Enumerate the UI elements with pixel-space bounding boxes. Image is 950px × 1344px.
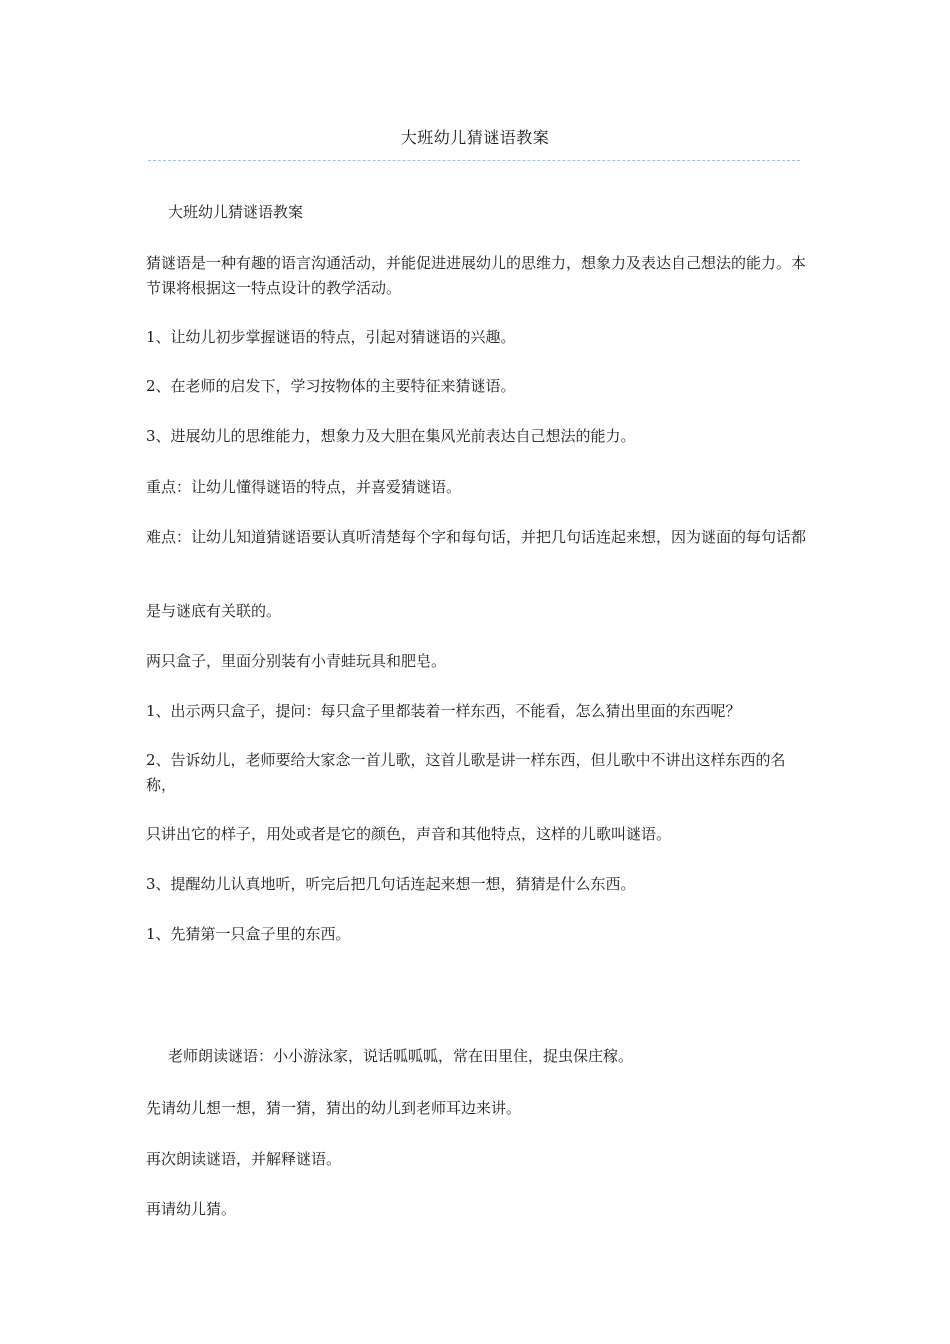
- title-dashed-rule: [148, 160, 800, 161]
- paragraph-difficulty: 难点：让幼儿知道猜谜语要认真听清楚每个字和每句话，并把几句话连起来想，因为谜面的每句话都: [146, 528, 807, 546]
- paragraph-step-1: 1、出示两只盒子，提问：每只盒子里都装着一样东西，不能看，怎么猜出里面的东西呢？: [146, 702, 741, 720]
- paragraph-step-2: 2、告诉幼儿，老师要给大家念一首儿歌，这首儿歌是讲一样东西，但儿歌中不讲出这样东西的名称，: [146, 751, 786, 794]
- paragraph-difficulty-cont: 是与谜底有关联的。: [146, 602, 282, 620]
- paragraph-step-3: 3、提醒幼儿认真地听，听完后把几句话连起来想一想，猜猜是什么东西。: [146, 875, 636, 893]
- paragraph-heading: 大班幼儿猜谜语教案: [168, 203, 304, 221]
- paragraph-reread: 再次朗读谜语，并解释谜语。: [146, 1150, 342, 1168]
- paragraph-key-point: 重点：让幼儿懂得谜语的特点，并喜爱猜谜语。: [146, 478, 462, 496]
- paragraph-guess-1: 1、先猜第一只盒子里的东西。: [146, 925, 351, 943]
- paragraph-guess-again: 再请幼儿猜。: [146, 1200, 237, 1218]
- paragraph-goal-1: 1、让幼儿初步掌握谜语的特点，引起对猜谜语的兴趣。: [146, 328, 516, 346]
- paragraph-riddle: 老师朗读谜语：小小游泳家，说话呱呱呱，常在田里住，捉虫保庄稼。: [168, 1047, 634, 1065]
- paragraph-materials: 两只盒子，里面分别装有小青蛙玩具和肥皂。: [146, 652, 447, 670]
- paragraph-think: 先请幼儿想一想，猜一猜，猜出的幼儿到老师耳边来讲。: [146, 1099, 522, 1117]
- paragraph-goal-3: 3、进展幼儿的思维能力，想象力及大胆在集风光前表达自己想法的能力。: [146, 427, 636, 445]
- paragraph-intro: 猜谜语是一种有趣的语言沟通活动，并能促进进展幼儿的思维力，想象力及表达自己想法的能力。本节课将根据这一特点设计的教学活动。: [146, 254, 807, 297]
- paragraph-step-2-cont: 只讲出它的样子，用处或者是它的颜色，声音和其他特点，这样的儿歌叫谜语。: [146, 825, 672, 843]
- paragraph-goal-2: 2、在老师的启发下，学习按物体的主要特征来猜谜语。: [146, 377, 516, 395]
- document-title: 大班幼儿猜谜语教案: [400, 128, 550, 147]
